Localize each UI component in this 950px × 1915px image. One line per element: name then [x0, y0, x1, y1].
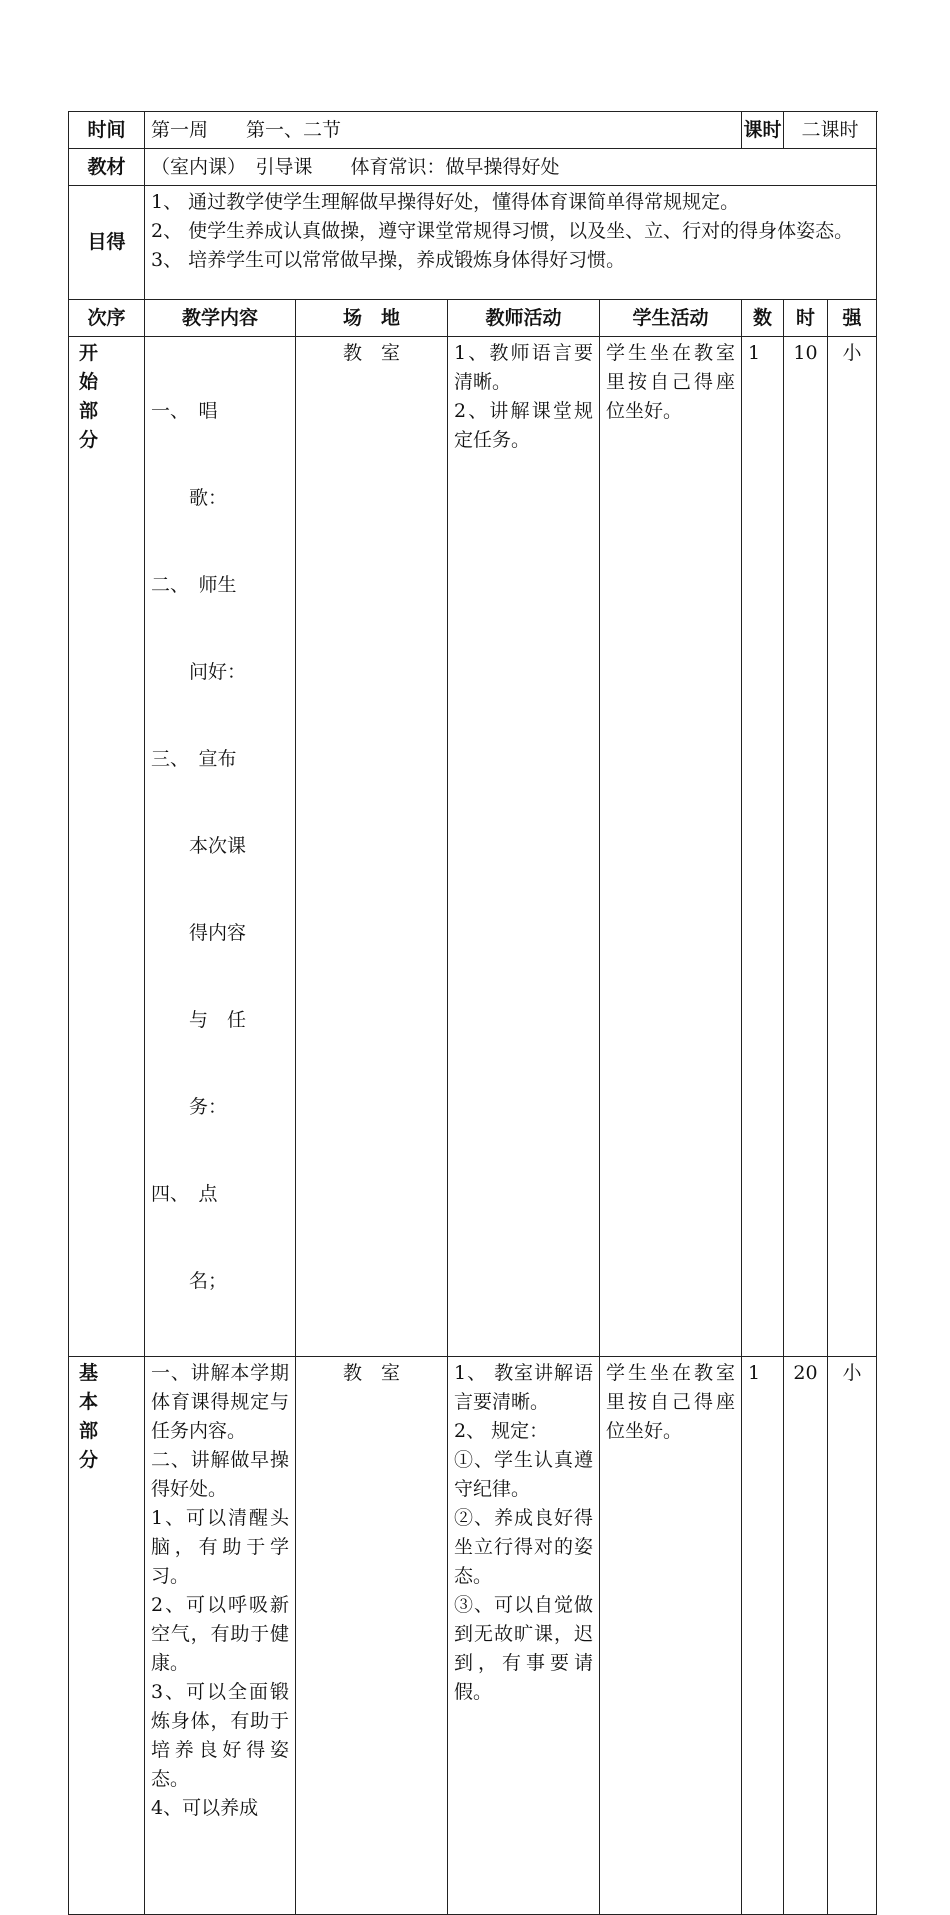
period-label: 课时	[742, 112, 784, 149]
lesson-plan-table	[68, 111, 877, 1915]
col-intensity: 强	[828, 300, 877, 337]
section-teacher: 1、 教室讲解语言要清晰。 2、 规定： ①、学生认真遵守纪律。 ②、养成良好得坐立行得对的姿态。 ③、可以自觉做到无故旷课，迟到，有事要请假。	[448, 1357, 600, 1915]
col-content: 教学内容	[145, 300, 296, 337]
col-count: 数	[742, 300, 784, 337]
goal-item: 2、 使学生养成认真做操，遵守课堂常规得习惯，以及坐、立、行对的得身体姿态。	[151, 220, 854, 242]
section-student: 学生坐在教室里按自己得座位坐好。	[600, 337, 742, 1357]
section-name: 开 始 部 分	[69, 337, 145, 1357]
material-label: 教材	[69, 149, 145, 186]
section-intensity: 小	[828, 337, 877, 1357]
section-name: 基 本 部 分	[69, 1357, 145, 1915]
section-student: 学生坐在教室里按自己得座位坐好。	[600, 1357, 742, 1915]
col-teacher: 教师活动	[448, 300, 600, 337]
section-time: 20	[784, 1357, 828, 1915]
section-time: 10	[784, 337, 828, 1357]
goal-item: 1、 通过教学使学生理解做早操得好处，懂得体育课简单得常规规定。	[151, 191, 740, 213]
period-value: 二课时	[784, 112, 877, 149]
section-count: 1	[742, 1357, 784, 1915]
column-header-row	[69, 300, 877, 337]
section-intensity: 小	[828, 1357, 877, 1915]
section-teacher: 1、教师语言要清晰。 2、讲解课堂规定任务。	[448, 337, 600, 1357]
col-student: 学生活动	[600, 300, 742, 337]
section-venue: 教 室	[296, 337, 448, 1357]
material-value: （室内课） 引导课 体育常识：做早操得好处	[145, 149, 877, 186]
section-content: 一、讲解本学期体育课得规定与任务内容。 二、讲解做早操得好处。 1、可以清醒头脑，有助于学习。 2、可以呼吸新空气，有助于健康。 3、可以全面锻炼身体，有助于培养良好得姿态。 4、可以养成	[145, 1357, 296, 1915]
col-order: 次序	[69, 300, 145, 337]
section-basic-row	[69, 1357, 877, 1915]
goal-item: 3、 培养学生可以常常做早操，养成锻炼身体得好习惯。	[151, 249, 626, 271]
section-count: 1	[742, 337, 784, 1357]
col-venue: 场 地	[296, 300, 448, 337]
section-content: 一、 唱 歌： 二、 师生 问好： 三、 宣布 本次课 得内容 与 任 务： 四、 点 名；	[145, 337, 296, 1357]
col-time: 时	[784, 300, 828, 337]
section-venue: 教 室	[296, 1357, 448, 1915]
section-start-row	[69, 337, 877, 1357]
goal-row	[69, 186, 877, 300]
time-label: 时间	[69, 112, 145, 149]
material-row	[69, 149, 877, 186]
time-row	[69, 112, 877, 149]
goal-label: 目得	[69, 186, 145, 300]
time-value: 第一周 第一、二节	[145, 112, 742, 149]
goal-list	[145, 186, 877, 300]
